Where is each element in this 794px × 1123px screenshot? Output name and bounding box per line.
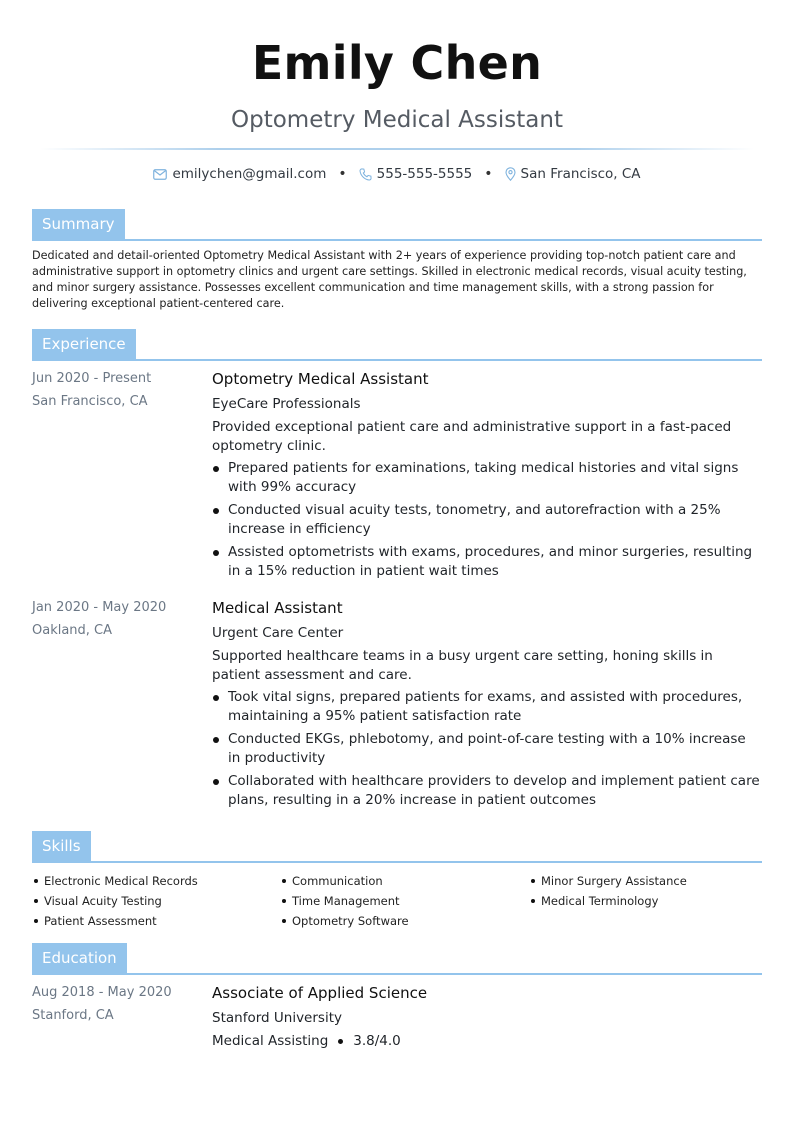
- skill-text: Minor Surgery Assistance: [541, 874, 687, 888]
- field-of-study: Medical Assisting: [212, 1033, 329, 1049]
- entry-bullets: [212, 459, 762, 581]
- skill-item: [280, 871, 520, 891]
- summary-section-header: [32, 209, 762, 241]
- entry-meta: [32, 984, 207, 1024]
- entry-location: Oakland, CA: [32, 623, 113, 638]
- bullet-dot: [34, 899, 38, 903]
- entry-dates: Jan 2020 - May 2020: [32, 600, 167, 615]
- entry-body: [212, 370, 762, 585]
- entry-dates: Jun 2020 - Present: [32, 371, 152, 386]
- experience-heading: Experience: [32, 329, 136, 359]
- phone-icon: [359, 168, 372, 181]
- skills-column: [32, 871, 272, 931]
- bullet-text: Conducted EKGs, phlebotomy, and point-of-care testing with a 10% increase in productivity: [228, 731, 746, 766]
- skill-item: [32, 891, 272, 911]
- email-text: emilychen@gmail.com: [172, 166, 327, 182]
- skill-item: [529, 891, 769, 911]
- skill-text: Medical Terminology: [541, 894, 659, 908]
- section-rule: [32, 973, 762, 975]
- phone-text: 555-555-5555: [376, 166, 473, 182]
- list-item: [212, 459, 762, 497]
- gpa: 3.8/4.0: [353, 1033, 401, 1049]
- bullet-text: Prepared patients for examinations, taking medical histories and vital signs with 99% accuracy: [228, 460, 739, 495]
- section-rule: [32, 239, 762, 241]
- skill-item: [529, 871, 769, 891]
- school: Stanford University: [212, 1010, 342, 1026]
- skill-item: [280, 891, 520, 911]
- bullet-dot: [282, 919, 286, 923]
- contact-bar: [0, 166, 794, 182]
- skill-item: [32, 871, 272, 891]
- entry-bullets: [212, 688, 762, 810]
- bullet-dot: [213, 466, 219, 472]
- entry-dates: Aug 2018 - May 2020: [32, 985, 172, 1000]
- list-item: [212, 501, 762, 539]
- skill-text: Time Management: [292, 894, 400, 908]
- entry-role: Medical Assistant: [212, 599, 343, 617]
- bullet-dot: [213, 737, 219, 743]
- bullet-text: Collaborated with healthcare providers to develop and implement patient care plans, resulting in a 20% increase in patient outcomes: [228, 773, 760, 808]
- bullet-text: Took vital signs, prepared patients for exams, and assisted with procedures, maintaining a 95% patient satisfaction rate: [228, 689, 743, 724]
- mail-icon: [153, 169, 167, 180]
- skills-column: [529, 871, 769, 911]
- bullet-dot: [531, 899, 535, 903]
- bullet-text: Conducted visual acuity tests, tonometry, and autorefraction with a 25% increase in efficiency: [228, 502, 721, 537]
- contact-email[interactable]: [153, 166, 326, 182]
- bullet-dot: [282, 879, 286, 883]
- bullet-dot: [213, 779, 219, 785]
- experience-section-header: [32, 329, 762, 361]
- entry-location: Stanford, CA: [32, 1008, 114, 1023]
- skill-text: Electronic Medical Records: [44, 874, 198, 888]
- contact-location: [505, 166, 641, 182]
- map-pin-icon: [505, 167, 516, 181]
- candidate-name: Emily Chen: [251, 36, 543, 90]
- entry-meta: [32, 599, 207, 639]
- skill-text: Communication: [292, 874, 383, 888]
- bullet-dot: [213, 508, 219, 514]
- field-gpa-line: [212, 1033, 762, 1050]
- skill-text: Optometry Software: [292, 914, 409, 928]
- list-item: [212, 772, 762, 810]
- bullet-dot: [213, 550, 219, 556]
- bullet-dot: [34, 919, 38, 923]
- skill-item: [280, 911, 520, 931]
- degree: Associate of Applied Science: [212, 984, 428, 1002]
- bullet-dot: [213, 695, 219, 701]
- entry-company: EyeCare Professionals: [212, 396, 361, 412]
- header-divider: [40, 148, 754, 150]
- section-rule: [32, 359, 762, 361]
- entry-role: Optometry Medical Assistant: [212, 370, 429, 388]
- summary-heading: Summary: [32, 209, 125, 239]
- job-title: Optometry Medical Assistant: [231, 107, 563, 133]
- entry-meta: [32, 370, 207, 410]
- bullet-dot: [34, 879, 38, 883]
- entry-body: [212, 599, 762, 814]
- entry-location: San Francisco, CA: [32, 394, 148, 409]
- skill-text: Visual Acuity Testing: [44, 894, 162, 908]
- bullet-dot: [531, 879, 535, 883]
- bullet-dot: [282, 899, 286, 903]
- entry-description: Supported healthcare teams in a busy urgent care setting, honing skills in patient assessment and care.: [212, 648, 713, 683]
- entry-description: Provided exceptional patient care and administrative support in a fast-paced optometry clinic.: [212, 419, 732, 454]
- skills-heading: Skills: [32, 831, 91, 861]
- skills-column: [280, 871, 520, 931]
- separator-dot: [338, 1039, 343, 1044]
- summary-text: Dedicated and detail-oriented Optometry Medical Assistant with 2+ years of experience providing top-notch patient care and administrative support in optometry clinics and urgent care settings. Skilled in electronic medical records, visual acuity testing, and minor surgery assistance. Possesses excellent communication and time management skills, with a strong passion for delivering exceptional patient-centered care.: [32, 249, 747, 310]
- entry-body: [212, 984, 762, 1050]
- contact-separator: •: [338, 166, 347, 182]
- list-item: [212, 688, 762, 726]
- skills-section-header: [32, 831, 762, 863]
- education-section-header: [32, 943, 762, 975]
- section-rule: [32, 861, 762, 863]
- contact-separator: •: [484, 166, 493, 182]
- bullet-text: Assisted optometrists with exams, procedures, and minor surgeries, resulting in a 15% reduction in patient wait times: [228, 544, 753, 579]
- location-text: San Francisco, CA: [520, 166, 641, 182]
- skill-text: Patient Assessment: [44, 914, 157, 928]
- list-item: [212, 543, 762, 581]
- contact-phone[interactable]: [359, 166, 473, 182]
- list-item: [212, 730, 762, 768]
- education-heading: Education: [32, 943, 127, 973]
- skill-item: [32, 911, 272, 931]
- entry-company: Urgent Care Center: [212, 625, 344, 641]
